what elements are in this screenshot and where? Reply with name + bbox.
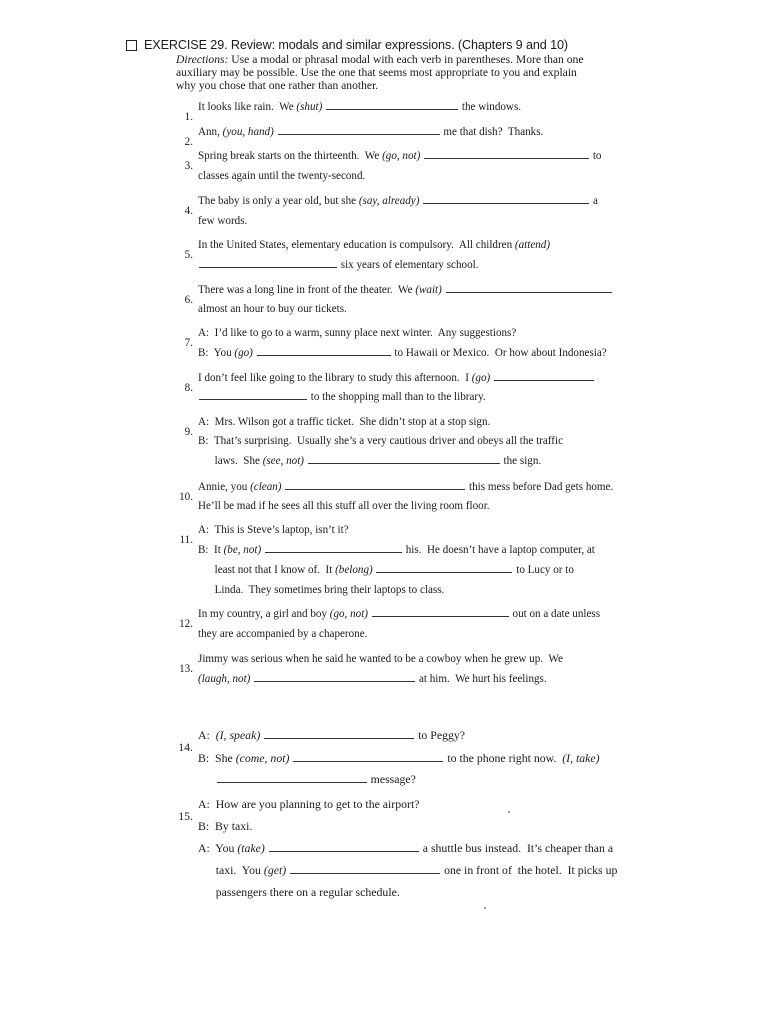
answer-blank[interactable] (372, 607, 509, 617)
item-text: to the shopping mall than to the library. (308, 391, 486, 403)
item-text: Spring break starts on the thirteenth. We (198, 150, 383, 162)
item-text: B: By taxi. (198, 819, 253, 833)
directions-text: Use a modal or phrasal modal with each verb in parentheses. More than one (228, 53, 584, 66)
item-number: 6. (184, 294, 193, 306)
item-text: A: How are you planning to get to the airport? (198, 797, 420, 811)
answer-blank[interactable] (423, 194, 589, 204)
item-number: 7. (184, 337, 193, 349)
exercise-line (198, 771, 416, 787)
item-text: A: This is Steve’s laptop, isn’t it? (198, 524, 349, 536)
exercise-line (198, 169, 365, 183)
exercise-line (198, 390, 486, 404)
exercise-line (184, 415, 491, 438)
verb-cue: (go) (234, 347, 253, 359)
verb-cue: (go, not) (329, 608, 368, 620)
verb-cue: (belong) (335, 564, 373, 576)
item-text (261, 544, 264, 556)
exercise-line (178, 796, 420, 823)
item-text: taxi. You (198, 863, 264, 877)
exercise-line (198, 258, 478, 272)
verb-cue: (shut) (296, 101, 323, 113)
item-text (282, 481, 285, 493)
item-text (198, 772, 216, 786)
item-text (304, 455, 307, 467)
item-text: a shuttle bus instead. It’s cheaper than a (419, 841, 614, 855)
item-text: at him. We hurt his feelings. (416, 673, 547, 685)
item-text: classes again until the twenty-second. (198, 170, 366, 182)
item-text: me that dish? Thanks. (440, 126, 544, 138)
item-text (274, 126, 277, 138)
exercise-line (178, 727, 466, 754)
item-text: out on a date unless (509, 608, 601, 620)
answer-blank[interactable] (293, 752, 443, 762)
verb-cue: (take) (237, 841, 265, 855)
answer-blank[interactable] (308, 454, 500, 464)
item-number: 3. (184, 160, 193, 172)
verb-cue: (wait) (415, 284, 442, 296)
exercise-line (184, 283, 613, 306)
answer-blank[interactable] (217, 773, 367, 783)
exercise-line (179, 523, 349, 546)
item-number: 10. (179, 491, 193, 503)
exercise-line (198, 750, 600, 766)
item-text: In my country, a girl and boy (198, 608, 330, 620)
verb-cue: (say, already) (358, 195, 420, 207)
exercise-line (198, 818, 252, 834)
answer-blank[interactable] (278, 125, 440, 135)
item-text: B: You (198, 347, 235, 359)
exercise-line (184, 238, 551, 261)
verb-cue: (get) (263, 863, 287, 877)
answer-blank[interactable] (264, 729, 414, 739)
answer-blank[interactable] (285, 480, 465, 490)
item-text: the sign. (500, 455, 542, 467)
item-text: A: (198, 728, 216, 742)
exercise-line (198, 302, 347, 316)
item-text: this mess before Dad gets home. (466, 481, 614, 493)
answer-blank[interactable] (326, 100, 458, 110)
speck-mark (484, 907, 486, 909)
answer-blank[interactable] (199, 390, 307, 400)
item-text: to Peggy? (415, 728, 466, 742)
item-text: they are accompanied by a chaperone. (198, 628, 368, 640)
item-text: least not that I know of. It (198, 564, 336, 576)
verb-cue: (come, not) (235, 751, 290, 765)
item-text (419, 195, 422, 207)
item-text: few words. (198, 215, 248, 227)
answer-blank[interactable] (446, 283, 612, 293)
item-text (490, 372, 493, 384)
item-text: A: You (198, 841, 238, 855)
item-number: 8. (184, 382, 193, 394)
exercise-line (184, 125, 544, 148)
item-text (368, 608, 371, 620)
item-text: It looks like rain. We (198, 101, 297, 113)
item-text (322, 101, 325, 113)
item-text (265, 841, 268, 855)
item-text: B: She (198, 751, 236, 765)
item-text: A: I’d like to go to a warm, sunny place next winter. Any suggestions? (198, 327, 517, 339)
exercise-line (198, 434, 563, 448)
item-text: The baby is only a year old, but she (198, 195, 359, 207)
item-number: 14. (178, 740, 193, 754)
exercise-line (184, 194, 598, 217)
verb-cue: (laugh, not) (198, 673, 251, 685)
verb-cue: (be, not) (223, 544, 262, 556)
exercise-line (184, 371, 595, 394)
item-number: 9. (184, 426, 193, 438)
answer-blank[interactable] (494, 371, 594, 381)
item-text (250, 673, 253, 685)
verb-cue: (I, speak) (215, 728, 261, 742)
item-text (373, 564, 376, 576)
item-text: There was a long line in front of the theater. We (198, 284, 416, 296)
exercise-line (198, 499, 490, 513)
item-text: B: It (198, 544, 224, 556)
item-number: 1. (184, 111, 193, 123)
item-text: In the United States, elementary education is compulsory. All children (198, 239, 515, 251)
exercise-line (198, 862, 617, 878)
verb-cue: (clean) (250, 481, 282, 493)
item-text (286, 863, 289, 877)
directions-label: Directions: (176, 53, 229, 66)
exercise-line (198, 884, 400, 900)
item-number: 2. (184, 136, 193, 148)
exercise-line (198, 840, 613, 856)
item-text: I don’t feel like going to the library to study this afternoon. I (198, 372, 472, 384)
item-text: to (590, 150, 602, 162)
exercise-line (179, 652, 563, 675)
exercise-line (184, 326, 517, 349)
item-text (253, 347, 256, 359)
item-text: B: That’s surprising. Usually she’s a very cautious driver and obeys all the traffic (198, 435, 563, 447)
directions-line: auxiliary may be possible. Use the one that seems most appropriate to you and explain (176, 66, 577, 79)
directions (176, 53, 666, 92)
item-text: six years of elementary school. (338, 259, 479, 271)
item-number: 15. (178, 809, 193, 823)
answer-blank[interactable] (265, 543, 402, 553)
item-number: 4. (184, 205, 193, 217)
exercise-checkbox[interactable] (126, 40, 137, 51)
verb-cue: (you, hand) (222, 126, 274, 138)
item-text: passengers there on a regular schedule. (198, 885, 400, 899)
item-text (442, 284, 445, 296)
verb-cue: (attend) (514, 239, 551, 251)
exercise-line (198, 563, 574, 577)
exercise-line (184, 149, 602, 172)
exercise-line (198, 583, 444, 597)
item-text: almost an hour to buy our tickets. (198, 303, 347, 315)
item-number: 11. (179, 534, 193, 546)
item-text: message? (367, 772, 416, 786)
item-text (420, 150, 423, 162)
item-text: Annie, you (198, 481, 251, 493)
item-text: to the phone right now. (444, 751, 563, 765)
answer-blank[interactable] (376, 563, 512, 573)
exercise-line (198, 454, 541, 468)
exercise-line (198, 346, 607, 360)
verb-cue: (see, not) (262, 455, 304, 467)
answer-blank[interactable] (199, 258, 337, 268)
exercise-title: EXERCISE 29. Review: modals and similar expressions. (Chapters 9 and 10) (144, 38, 568, 52)
speck-mark (508, 811, 510, 813)
verb-cue: (go) (471, 372, 491, 384)
item-text: Linda. They sometimes bring their laptops to class. (198, 584, 445, 596)
item-text: the windows. (459, 101, 522, 113)
item-text: Jimmy was serious when he said he wanted to be a cowboy when he grew up. We (198, 653, 563, 665)
exercise-line (198, 214, 247, 228)
exercise-line (179, 480, 614, 503)
exercise-header (126, 38, 666, 92)
item-text: He’ll be mad if he sees all this stuff all over the living room floor. (198, 500, 490, 512)
item-text: a (590, 195, 598, 207)
exercise-line (198, 627, 367, 641)
item-number: 12. (179, 618, 193, 630)
answer-blank[interactable] (254, 672, 415, 682)
directions-line (176, 53, 666, 66)
exercise-line (198, 672, 547, 686)
item-text (289, 751, 292, 765)
directions-line: why you chose that one rather than another. (176, 79, 379, 92)
answer-blank[interactable] (257, 346, 391, 356)
item-text: A: Mrs. Wilson got a traffic ticket. She didn’t stop at a stop sign. (198, 416, 491, 428)
exercise-line (179, 607, 601, 630)
exercise-line (184, 100, 522, 123)
item-text: to Lucy or to (513, 564, 574, 576)
item-number: 13. (179, 663, 193, 675)
verb-cue: (I, take) (562, 751, 600, 765)
exercise-line (198, 543, 595, 557)
answer-blank[interactable] (424, 149, 589, 159)
item-text: Ann, (198, 126, 223, 138)
verb-cue: (go, not) (382, 150, 421, 162)
item-text: laws. She (198, 455, 263, 467)
answer-blank[interactable] (269, 842, 419, 852)
item-text: one in front of the hotel. It picks up (441, 863, 618, 877)
item-text: his. He doesn’t have a laptop computer, at (402, 544, 595, 556)
title-row (126, 38, 666, 52)
item-text: to Hawaii or Mexico. Or how about Indonesia? (391, 347, 607, 359)
item-text (260, 728, 263, 742)
answer-blank[interactable] (290, 864, 440, 874)
item-number: 5. (184, 249, 193, 261)
